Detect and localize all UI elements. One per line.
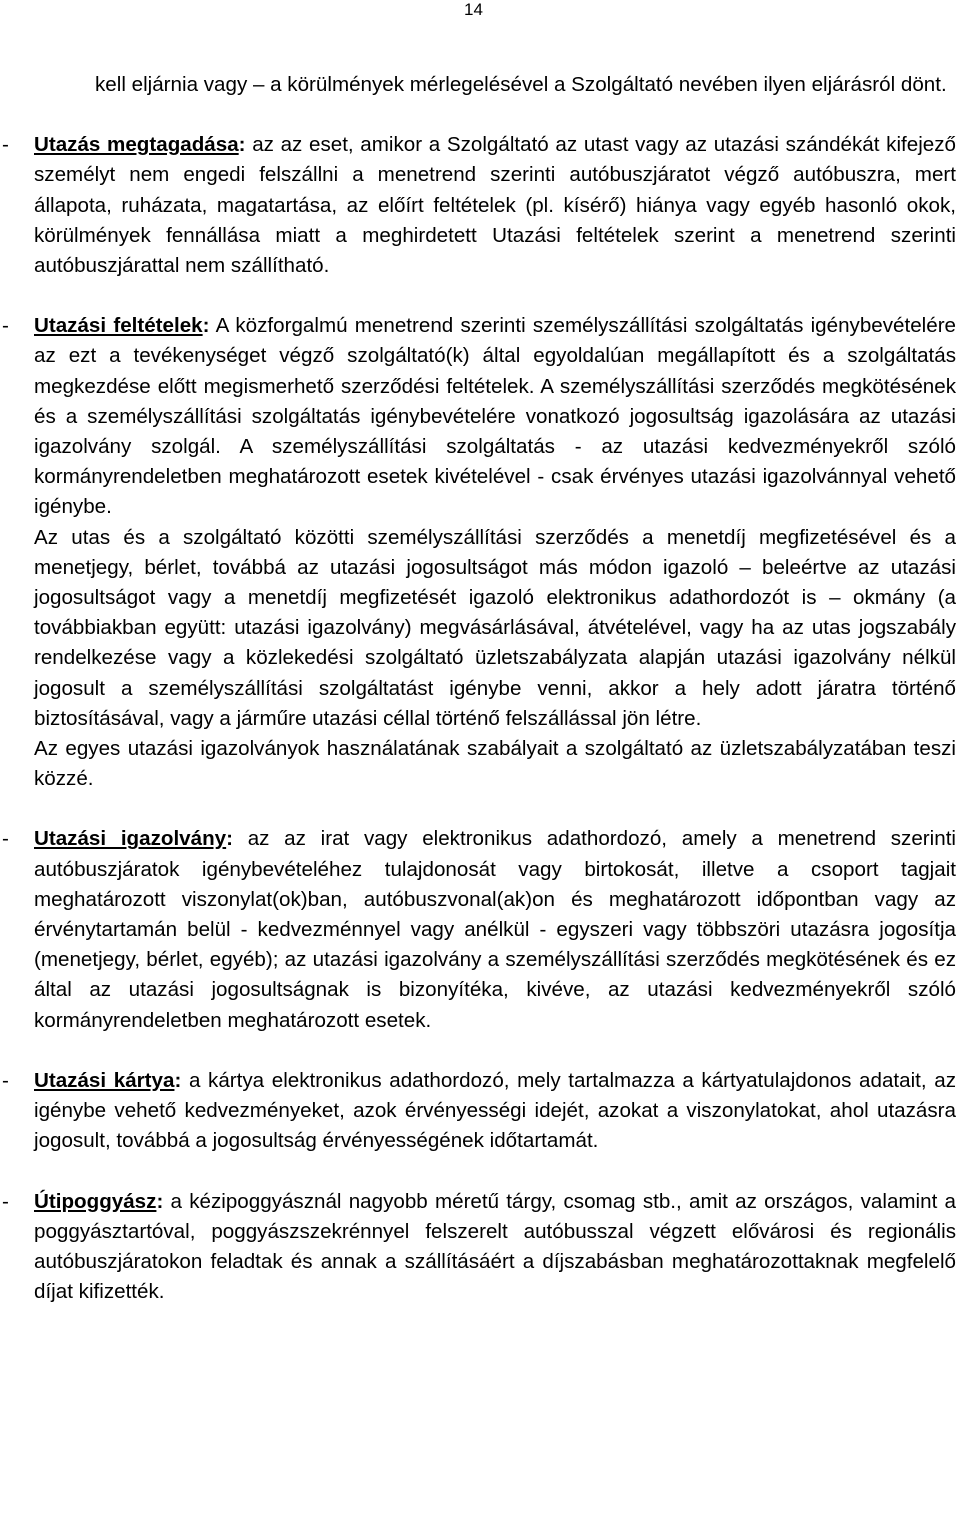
list-dash: - (2, 1189, 9, 1213)
definition-text: a kézipoggyásznál nagyobb méretű tárgy, csomag stb., amit az országos, valamint a poggyásztartóval, poggyászszekrénnyel felszerelt autóbusszal végzett elővárosi és regionális autóbuszjáratokon feladtak és annak a szállításáért a díjszabásban meghatározottaknak megfelelő díjat kifizették. (34, 1189, 956, 1304)
definition-paragraph (34, 824, 956, 1035)
definition-utazasi-feltetelek (0, 311, 956, 794)
term-colon: : (174, 1068, 182, 1092)
definition-paragraph (34, 311, 956, 522)
definition-text: a kártya elektronikus adathordozó, mely tartalmazza a kártyatulajdonos adatait, az igénybe vehető kedvezményeket, azok érvényességi idejét, azokat a viszonylatokat, ahol utazásra jogosult, továbbá a jogosultság érvényességének időtartamát. (34, 1068, 956, 1153)
definition-text: A közforgalmú menetrend szerinti személyszállítási szolgáltatás igénybevételére az ezt a tevékenységet végző szolgáltató(k) által egyoldalúan megállapított és a szolgáltatás megkezdése előtt megismerhető szerződési feltételek. A személyszállítási szerződés megkötésének és a személyszállítási szolgáltatás igénybevételére vonatkozó jogosultság igazolására az utazási igazolvány szolgál. A személyszállítási szolgáltatás - az utazási kedvezményekről szóló kormányrendeletben meghatározott esetek kivételével - csak érvényes utazási igazolvánnyal vehető igénybe. (34, 314, 956, 519)
definition-paragraph: Az egyes utazási igazolványok használatának szabályait a szolgáltató az üzletszabályzatában teszi közzé. (34, 737, 956, 791)
list-dash: - (2, 827, 9, 851)
definition-term: Utazási feltételek (34, 314, 203, 338)
definition-term: Útipoggyász (34, 1189, 157, 1213)
definition-utazasi-igazolvany (0, 824, 956, 1035)
term-colon: : (226, 827, 233, 851)
definition-text: az az eset, amikor a Szolgáltató az utast vagy az utazási szándékát kifejező személyt nem engedi felszállni a menetrend szerinti autóbuszjáratot végző autóbuszra, mert állapota, ruházata, magatartása, az előírt feltételek (pl. kísérő) hiánya vagy egyéb hasonló okok, körülmények fennállása miatt a meghirdetett Utazási feltételek szerint a menetrend szerinti autóbuszjárattal nem szállítható. (34, 133, 956, 278)
term-colon: : (202, 314, 210, 338)
document-body (0, 70, 960, 1337)
list-dash: - (2, 1068, 9, 1092)
definition-utazas-megtagadasa (0, 130, 956, 281)
definition-paragraph (34, 1066, 956, 1157)
term-colon: : (156, 1189, 164, 1213)
definition-paragraph (34, 130, 956, 281)
definition-term: Utazás megtagadása (34, 133, 239, 157)
definition-text: az az irat vagy elektronikus adathordozó, amely a menetrend szerinti autóbuszjáratok igénybevételéhez tulajdonosát vagy birtokosát, illetve a csoport tagjait meghatározott viszonylat(ok)ban, autóbuszvonal(ak)on és meghatározott időpontban vagy az érvénytartamán belül - kedvezménnyel vagy anélkül - egyszeri vagy többszöri utazásra jogosítja (menetjegy, bérlet, egyéb); az utazási igazolvány a személyszállítási szerződés megkötésének és ez által az utazási jogosultságnak is bizonyítéka, kivéve, az utazási kedvezményekről szóló kormányrendeletben meghatározott esetek. (34, 827, 956, 1032)
definition-term: Utazási kártya (34, 1068, 175, 1092)
definition-term: Utazási igazolvány (34, 827, 227, 851)
list-dash: - (2, 133, 9, 157)
definition-utipoggyasz (0, 1187, 956, 1308)
term-colon: : (238, 133, 246, 157)
definition-paragraph (34, 1187, 956, 1308)
page-number: 14 (464, 0, 483, 19)
definition-utazasi-kartya (0, 1066, 956, 1157)
intro-continuation: kell eljárnia vagy – a körülmények mérlegelésével a Szolgáltató nevében ilyen eljárásról dönt. (95, 73, 947, 96)
definition-paragraph: Az utas és a szolgáltató közötti személyszállítási szerződés a menetdíj megfizetésével és a menetjegy, bérlet, továbbá az utazási jogosultságot más módon igazoló – beleértve az utazási jogosultságot vagy a menetdíj megfizetését igazoló elektronikus adathordozót is – okmány (a továbbiakban együtt: utazási igazolvány) megvásárlásával, átvételével, vagy ha az utas jogszabály rendelkezése vagy a közlekedési szolgáltató üzletszabályzata alapján utazási igazolvány nélkül jogosult a személyszállítási szolgáltatást igénybe venni, akkor a hely adott járatra történő biztosításával, vagy a járműre utazási céllal történő felszállással jön létre. (34, 525, 956, 730)
list-dash: - (2, 314, 9, 338)
